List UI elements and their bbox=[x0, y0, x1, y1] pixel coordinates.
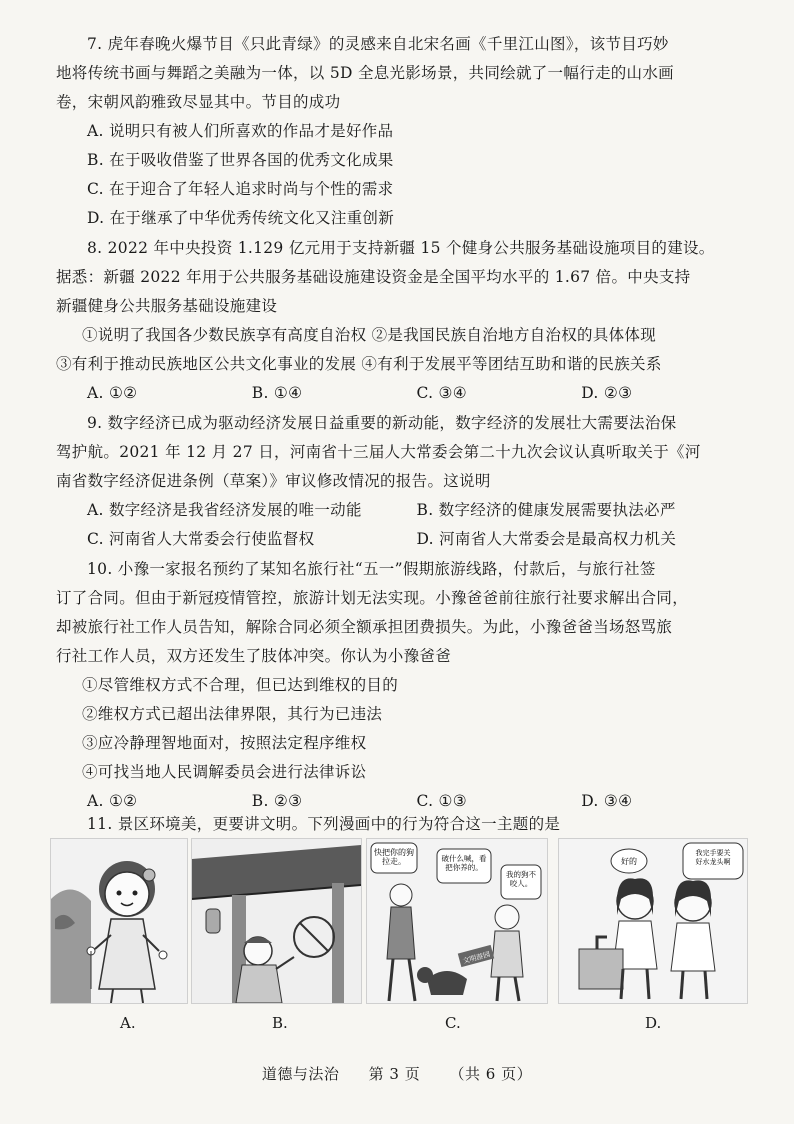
footer-subject: 道德与法治 bbox=[261, 1065, 340, 1083]
q9-option-a[interactable]: A. 数字经济是我省经济发展的唯一动能 bbox=[87, 501, 362, 519]
cartoon-d-bubble-2: 我完手要关好水龙头啊 bbox=[695, 849, 731, 866]
q9-stem-line-3: 南省数字经济促进条例（草案）》审议修改情况的报告。这说明 bbox=[56, 472, 491, 490]
q8-choice-d[interactable]: D. ②③ bbox=[581, 384, 633, 402]
q10-choice-c[interactable]: C. ①③ bbox=[416, 792, 467, 810]
q10-statement-3: ③应冷静理智地面对，按照法定程序维权 bbox=[82, 734, 367, 752]
cartoon-c-bubble-3: 我的狗不咬人。 bbox=[506, 870, 536, 888]
q11-stem: 11. 景区环境美，更要讲文明。下列漫画中的行为符合这一主题的是 bbox=[87, 815, 561, 833]
q8-stem-line-2: 据悉：新疆 2022 年用于公共服务基础设施建设资金是全国平均水平的 1.67 倍。中央支持 bbox=[56, 268, 691, 286]
question-8 bbox=[56, 234, 746, 408]
question-10 bbox=[56, 555, 746, 816]
q7-stem-line-3: 卷，宋朝风韵雅致尽显其中。节目的成功 bbox=[56, 93, 341, 111]
q10-statement-1: ①尽管维权方式不合理，但已达到维权的目的 bbox=[82, 676, 399, 694]
cartoon-c-label[interactable]: C. bbox=[445, 1014, 461, 1032]
q7-stem-line-2: 地将传统书画与舞蹈之美融为一体，以 5D 全息光影场景，共同绘就了一幅行走的山水画 bbox=[56, 64, 674, 82]
cartoon-b-label[interactable]: B. bbox=[272, 1014, 288, 1032]
cartoon-b-temple-scene-image bbox=[192, 839, 361, 1003]
question-11 bbox=[56, 810, 746, 839]
q8-statements-3-4: ③有利于推动民族地区公共文化事业的发展 ④有利于发展平等团结互助和谐的民族关系 bbox=[56, 355, 662, 373]
q9-options-row-1 bbox=[56, 496, 746, 525]
q9-stem-line-1: 9. 数字经济已成为驱动经济发展日益重要的新动能，数字经济的发展壮大需要法治保 bbox=[87, 414, 677, 432]
page-footer bbox=[0, 1063, 794, 1084]
q7-option-c[interactable]: C. 在于迎合了年轻人追求时尚与个性的需求 bbox=[87, 180, 394, 198]
cartoon-d[interactable] bbox=[558, 838, 748, 1004]
cartoon-c-sign: 文明游园 bbox=[461, 950, 492, 966]
q10-statement-4: ④可找当地人民调解委员会进行法律诉讼 bbox=[82, 763, 367, 781]
q8-choice-a[interactable]: A. ①② bbox=[87, 384, 138, 402]
q7-option-d[interactable]: D. 在于继承了中华优秀传统文化又注重创新 bbox=[87, 209, 395, 227]
cartoon-a-label[interactable]: A. bbox=[120, 1014, 136, 1032]
q10-stem-line-1: 10. 小豫一家报名预约了某知名旅行社“五一”假期旅游线路，付款后，与旅行社签 bbox=[87, 560, 656, 578]
q11-cartoons bbox=[50, 838, 750, 1008]
q7-stem-line-1: 7. 虎年春晚火爆节目《只此青绿》的灵感来自北宋名画《千里江山图》，该节目巧妙 bbox=[87, 35, 669, 53]
q8-stem-line-1: 8. 2022 年中央投资 1.129 亿元用于支持新疆 15 个健身公共服务基础设施项目的建设。 bbox=[87, 239, 715, 257]
q8-choice-b[interactable]: B. ①④ bbox=[251, 384, 303, 402]
cartoon-a[interactable] bbox=[50, 838, 188, 1004]
q8-choice-c[interactable]: C. ③④ bbox=[416, 384, 467, 402]
q10-stem-line-3: 却被旅行社工作人员告知，解除合同必须全额承担团费损失。为此，小豫爸爸当场怒骂旅 bbox=[56, 618, 673, 636]
question-9 bbox=[56, 409, 746, 554]
q8-choices bbox=[56, 379, 746, 408]
q7-option-a[interactable]: A. 说明只有被人们所喜欢的作品才是好作品 bbox=[87, 122, 394, 140]
q9-option-c[interactable]: C. 河南省人大常委会行使监督权 bbox=[87, 530, 315, 548]
q9-stem-line-2: 驾护航。2021 年 12 月 27 日，河南省十三届人大常委会第二十九次会议认真听取关于《河 bbox=[56, 443, 701, 461]
cartoon-c-bubble-2: 破什么喊，看把你养的。 bbox=[441, 854, 487, 872]
q9-options-row-2 bbox=[56, 525, 746, 554]
cartoon-d-label[interactable]: D. bbox=[645, 1014, 662, 1032]
q10-choice-b[interactable]: B. ②③ bbox=[251, 792, 303, 810]
footer-total-pages: （共 6 页） bbox=[449, 1065, 533, 1083]
footer-page-number: 第 3 页 bbox=[368, 1065, 421, 1083]
q9-option-d[interactable]: D. 河南省人大常委会是最高权力机关 bbox=[416, 530, 677, 548]
q9-option-b[interactable]: B. 数字经济的健康发展需要执法必严 bbox=[416, 501, 676, 519]
q10-choice-a[interactable]: A. ①② bbox=[87, 792, 138, 810]
q10-stem-line-2: 订了合同。但由于新冠疫情管控，旅游计划无法实现。小豫爸爸前往旅行社要求解出合同， bbox=[56, 589, 689, 607]
q10-choice-d[interactable]: D. ③④ bbox=[581, 792, 633, 810]
cartoon-b[interactable] bbox=[191, 838, 362, 1004]
q8-statements-1-2: ①说明了我国各少数民族享有高度自治权 ②是我国民族自治地方自治权的具体体现 bbox=[82, 326, 657, 344]
question-7 bbox=[56, 30, 746, 233]
cartoon-d-faucet-scene-image bbox=[559, 839, 747, 1003]
q10-statement-2: ②维权方式已超出法律界限，其行为已违法 bbox=[82, 705, 383, 723]
cartoon-c[interactable] bbox=[366, 838, 548, 1004]
q7-option-b[interactable]: B. 在于吸收借鉴了世界各国的优秀文化成果 bbox=[87, 151, 394, 169]
q8-stem-line-3: 新疆健身公共服务基础设施建设 bbox=[56, 297, 278, 315]
cartoon-c-bubble-1: 快把你的狗拉走。 bbox=[374, 848, 414, 866]
cartoon-d-bubble-1: 好的 bbox=[621, 857, 637, 866]
q10-stem-line-4: 行社工作人员，双方还发生了肢体冲突。你认为小豫爸爸 bbox=[56, 647, 452, 665]
cartoon-a-girl-picking-flower-image bbox=[51, 839, 187, 1003]
cartoon-c-dog-argument-image bbox=[367, 839, 547, 1003]
